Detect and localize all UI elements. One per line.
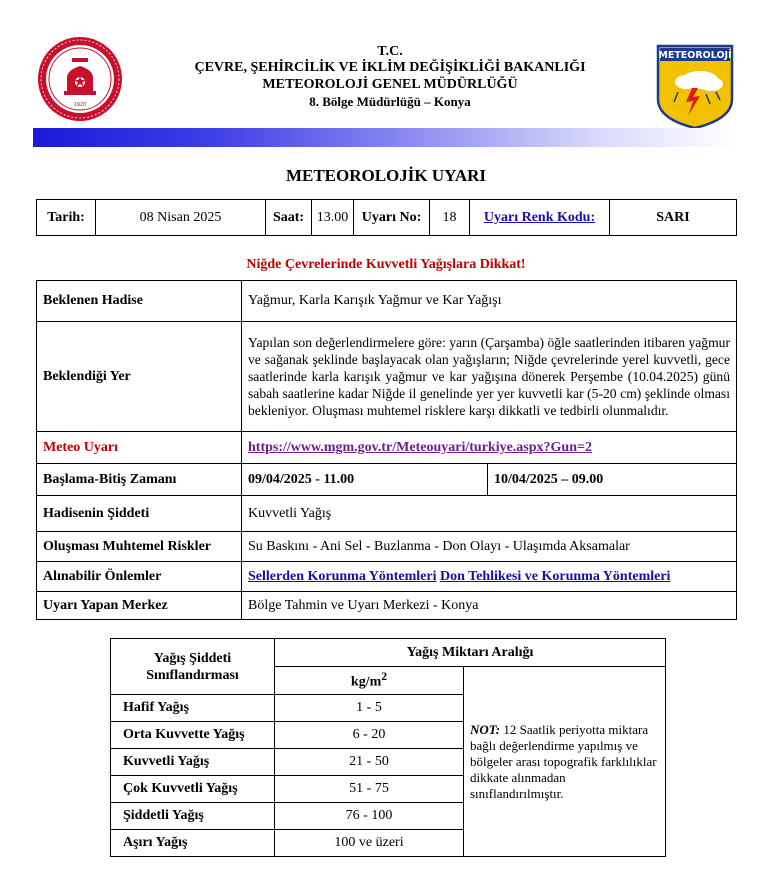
table-row bbox=[37, 432, 737, 464]
warning-info-table bbox=[36, 199, 737, 236]
ministry-seal-logo bbox=[37, 36, 123, 122]
table-row bbox=[111, 639, 666, 667]
meteo-warning-cell bbox=[242, 432, 737, 464]
class-range: 21 - 50 bbox=[275, 749, 464, 776]
expected-event-label: Beklenen Hadise bbox=[37, 281, 242, 322]
frost-protection-link[interactable]: Don Tehlikesi ve Korunma Yöntemleri bbox=[439, 568, 671, 584]
expected-place-value: Yapılan son değerlendirmelere göre: yarın (Çarşamba) öğle saatlerinden itibaren yağmur ve sağanak şeklinde başlayacak olan yağışların; Niğde çevrelerinde yerel kuvvetli, gece saatlerinde karla karışık yağmur ve kar yağışına dönerek Perşembe (10.04.2025) günü sabah saatlerine kadar Niğde il genelinde yer yer kuvvetli kar (5-20 cm) şeklinde olması bekleniyor. Oluşması muhtemel risklere karşı dikkatli ve tedbirli olunmalıdır. bbox=[242, 322, 737, 432]
color-code-value: SARI bbox=[610, 200, 737, 236]
warning-details-table bbox=[36, 280, 737, 620]
note-cell bbox=[464, 667, 666, 857]
warning-headline: Niğde Çevrelerinde Kuvvetli Yağışlara Dikkat! bbox=[246, 257, 526, 272]
measures-label: Alınabilir Önlemler bbox=[37, 562, 242, 592]
svg-text:METEOROLOJİ: METEOROLOJİ bbox=[658, 50, 732, 61]
unit-header bbox=[275, 667, 464, 695]
header-text bbox=[130, 44, 650, 110]
header-line-tc: T.C. bbox=[377, 44, 403, 59]
class-range: 51 - 75 bbox=[275, 776, 464, 803]
floods-protection-link[interactable]: Sellerden Korunma Yöntemleri bbox=[248, 568, 437, 584]
class-name: Çok Kuvvetli Yağış bbox=[111, 776, 275, 803]
header-ministry: ÇEVRE, ŞEHİRCİLİK VE İKLİM DEĞİŞİKLİĞİ BAKANLIĞI bbox=[194, 60, 586, 75]
measures-cell bbox=[242, 562, 737, 592]
meteo-warning-label: Meteo Uyarı bbox=[37, 432, 242, 464]
table-row bbox=[37, 496, 737, 532]
date-label: Tarih: bbox=[37, 200, 96, 236]
end-time-value: 10/04/2025 – 09.00 bbox=[488, 464, 737, 496]
risks-value: Su Baskını - Ani Sel - Buzlanma - Don Olayı - Ulaşımda Aksamalar bbox=[242, 532, 737, 562]
warning-no-value: 18 bbox=[430, 200, 470, 236]
expected-event-value: Yağmur, Karla Karışık Yağmur ve Kar Yağışı bbox=[242, 281, 737, 322]
table-row bbox=[37, 532, 737, 562]
table-row bbox=[37, 322, 737, 432]
note-label: NOT: bbox=[470, 721, 501, 737]
table-row bbox=[37, 592, 737, 620]
center-label: Uyarı Yapan Merkez bbox=[37, 592, 242, 620]
expected-place-label: Beklendiği Yer bbox=[37, 322, 242, 432]
header-directorate: METEOROLOJİ GENEL MÜDÜRLÜĞÜ bbox=[262, 77, 518, 92]
table-row bbox=[37, 464, 737, 496]
note-text: 12 Saatlik periyotta miktara bağlı değerlendirme yapılmış ve bölgeler arası topografik farklılıklar dikkate alınmadan sınıflandırılmıştır. bbox=[470, 721, 657, 801]
table-row bbox=[37, 562, 737, 592]
class-range: 1 - 5 bbox=[275, 695, 464, 722]
severity-value: Kuvvetli Yağış bbox=[242, 496, 737, 532]
unit-superscript: 2 bbox=[381, 670, 388, 684]
class-name: Orta Kuvvette Yağış bbox=[111, 722, 275, 749]
warning-no-label: Uyarı No: bbox=[354, 200, 430, 236]
color-code-cell bbox=[470, 200, 610, 236]
severity-label: Hadisenin Şiddeti bbox=[37, 496, 242, 532]
header-gradient-bar bbox=[33, 128, 737, 147]
header-region: 8. Bölge Müdürlüğü – Konya bbox=[309, 94, 471, 109]
page-title: METEOROLOJİK UYARI bbox=[285, 166, 487, 185]
start-time-value: 09/04/2025 - 11.00 bbox=[242, 464, 488, 496]
classification-header: Yağış Şiddeti Sınıflandırması bbox=[111, 639, 275, 695]
class-range: 76 - 100 bbox=[275, 803, 464, 830]
class-name: Hafif Yağış bbox=[111, 695, 275, 722]
class-name: Şiddetli Yağış bbox=[111, 803, 275, 830]
start-end-label: Başlama-Bitiş Zamanı bbox=[37, 464, 242, 496]
time-label: Saat: bbox=[266, 200, 312, 236]
rain-intensity-table bbox=[110, 638, 666, 857]
meteo-warning-link[interactable]: https://www.mgm.gov.tr/Meteouyari/turkiye.aspx?Gun=2 bbox=[248, 439, 592, 455]
center-value: Bölge Tahmin ve Uyarı Merkezi - Konya bbox=[242, 592, 737, 620]
risks-label: Oluşması Muhtemel Riskler bbox=[37, 532, 242, 562]
page-header bbox=[0, 0, 772, 130]
class-range: 100 ve üzeri bbox=[275, 830, 464, 857]
date-value: 08 Nisan 2025 bbox=[96, 200, 266, 236]
svg-text:1920: 1920 bbox=[73, 102, 87, 108]
meteoroloji-logo bbox=[656, 44, 734, 130]
class-name: Kuvvetli Yağış bbox=[111, 749, 275, 776]
time-value: 13.00 bbox=[312, 200, 354, 236]
color-code-link[interactable]: Uyarı Renk Kodu: bbox=[483, 209, 596, 225]
unit-text: kg/m bbox=[350, 674, 382, 690]
class-name: Aşırı Yağış bbox=[111, 830, 275, 857]
table-row bbox=[37, 281, 737, 322]
class-range: 6 - 20 bbox=[275, 722, 464, 749]
amount-header: Yağış Miktarı Aralığı bbox=[275, 639, 666, 667]
